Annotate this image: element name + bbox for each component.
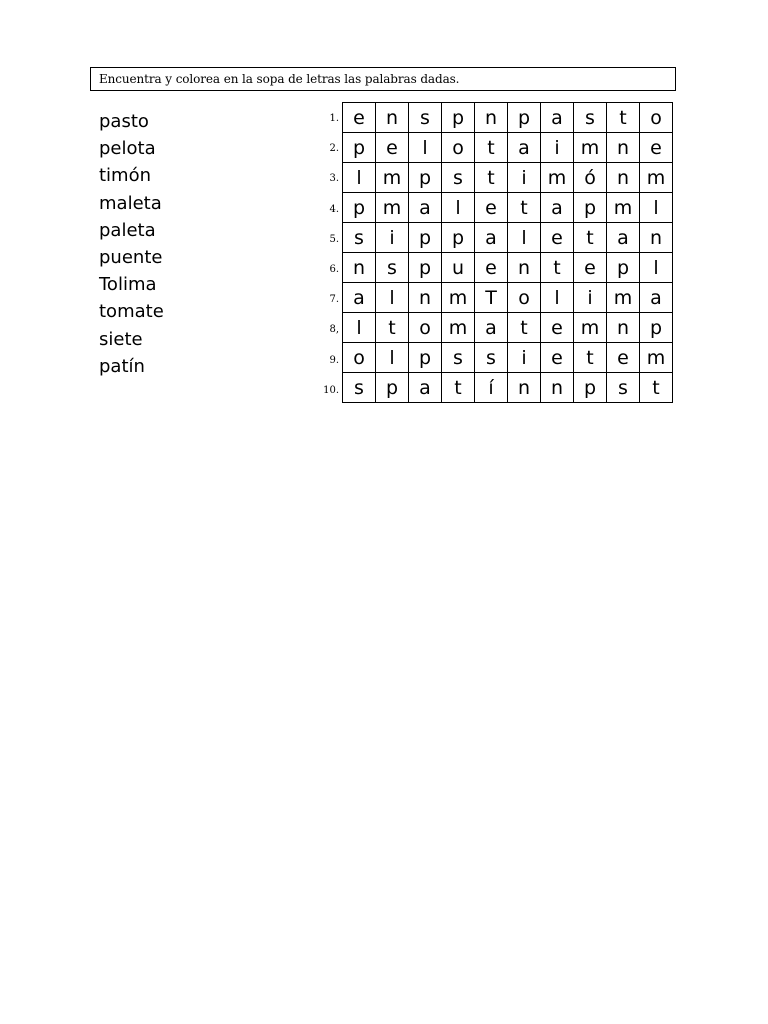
grid-cell[interactable]: m [376, 193, 409, 223]
word-search-grid [342, 102, 673, 403]
grid-cell[interactable]: m [607, 193, 640, 223]
word-item: maleta [99, 192, 162, 214]
grid-row [343, 103, 673, 133]
grid-cell[interactable]: t [475, 133, 508, 163]
grid-cell[interactable]: i [376, 223, 409, 253]
grid-cell[interactable]: e [376, 133, 409, 163]
grid-cell[interactable]: n [607, 133, 640, 163]
grid-cell[interactable]: o [409, 313, 442, 343]
grid-cell[interactable]: p [343, 133, 376, 163]
grid-cell[interactable]: e [541, 223, 574, 253]
word-item: puente [99, 246, 163, 268]
row-number: 5. [329, 233, 339, 245]
grid-cell[interactable]: n [640, 223, 673, 253]
grid-cell[interactable]: e [541, 313, 574, 343]
grid-cell[interactable]: e [475, 193, 508, 223]
grid-cell[interactable]: e [343, 103, 376, 133]
grid-cell[interactable]: t [607, 103, 640, 133]
grid-cell[interactable]: l [409, 133, 442, 163]
grid-cell[interactable]: a [343, 283, 376, 313]
grid-cell[interactable]: a [409, 193, 442, 223]
grid-cell[interactable]: s [607, 373, 640, 403]
grid-cell[interactable]: i [541, 133, 574, 163]
grid-row [343, 133, 673, 163]
grid-cell[interactable]: l [442, 193, 475, 223]
grid-cell[interactable]: i [508, 343, 541, 373]
grid-cell[interactable]: s [442, 163, 475, 193]
row-number: 1. [329, 113, 339, 124]
grid-cell[interactable]: u [442, 253, 475, 283]
grid-cell[interactable]: p [442, 103, 475, 133]
word-item: patín [99, 355, 145, 377]
grid-cell[interactable]: s [475, 343, 508, 373]
grid-cell[interactable]: o [640, 103, 673, 133]
grid-cell[interactable]: n [508, 253, 541, 283]
grid-cell[interactable]: o [508, 283, 541, 313]
grid-cell[interactable]: t [508, 193, 541, 223]
grid-row [343, 343, 673, 373]
grid-cell[interactable]: s [574, 103, 607, 133]
row-number: 2. [329, 143, 339, 155]
grid-cell[interactable]: a [508, 133, 541, 163]
grid-cell[interactable]: l [343, 313, 376, 343]
grid-cell[interactable]: p [574, 193, 607, 223]
grid-cell[interactable]: p [607, 253, 640, 283]
grid-cell[interactable]: t [574, 223, 607, 253]
row-numbers [316, 102, 342, 404]
grid-row [343, 373, 673, 403]
grid-cell[interactable]: m [574, 133, 607, 163]
grid-cell[interactable]: l [376, 343, 409, 373]
grid-cell[interactable]: e [607, 343, 640, 373]
row-number: 6. [329, 263, 339, 275]
grid-cell[interactable]: i [508, 163, 541, 193]
grid-cell[interactable]: l [640, 193, 673, 223]
grid-cell[interactable]: p [343, 193, 376, 223]
row-number: 9. [329, 354, 339, 366]
grid-cell[interactable]: p [574, 373, 607, 403]
grid-cell[interactable]: s [343, 373, 376, 403]
word-item: pasto [99, 111, 149, 132]
grid-cell[interactable]: n [475, 103, 508, 133]
grid-row [343, 253, 673, 283]
row-number: 10. [323, 384, 339, 396]
word-item: timón [99, 165, 152, 187]
grid-cell[interactable]: l [376, 283, 409, 313]
instructions-box [90, 67, 676, 91]
grid-cell[interactable]: t [442, 373, 475, 403]
row-number: 3. [329, 173, 339, 185]
grid-cell[interactable]: m [376, 163, 409, 193]
grid-cell[interactable]: n [343, 253, 376, 283]
grid-cell[interactable]: e [541, 343, 574, 373]
grid-cell[interactable]: t [574, 343, 607, 373]
grid-cell[interactable]: l [343, 163, 376, 193]
row-number: 7. [329, 294, 339, 306]
grid-row [343, 313, 673, 343]
grid-cell[interactable]: n [376, 103, 409, 133]
grid-cell[interactable]: o [442, 133, 475, 163]
grid-cell[interactable]: m [442, 283, 475, 313]
word-item: tomate [99, 301, 164, 323]
grid-cell[interactable]: t [541, 253, 574, 283]
grid-cell[interactable]: e [640, 133, 673, 163]
grid-cell[interactable]: n [541, 373, 574, 403]
grid-cell[interactable]: s [376, 253, 409, 283]
word-list [99, 108, 164, 380]
grid-cell[interactable]: p [376, 373, 409, 403]
row-number: 8, [329, 324, 339, 336]
grid-cell[interactable]: n [607, 163, 640, 193]
grid-cell[interactable]: m [574, 313, 607, 343]
instructions-text: Encuentra y colorea en la sopa de letras las palabras dadas. [99, 72, 460, 86]
grid-cell[interactable]: l [541, 283, 574, 313]
grid-row [343, 193, 673, 223]
grid-cell[interactable]: m [541, 163, 574, 193]
grid-cell[interactable]: a [541, 193, 574, 223]
grid-cell[interactable]: a [640, 283, 673, 313]
grid-cell[interactable]: m [640, 343, 673, 373]
word-item: paleta [99, 219, 156, 241]
grid-cell[interactable]: p [442, 223, 475, 253]
grid-cell[interactable]: t [376, 313, 409, 343]
grid-cell[interactable]: m [607, 283, 640, 313]
grid-cell[interactable]: e [475, 253, 508, 283]
grid-cell[interactable]: m [640, 163, 673, 193]
grid-cell[interactable]: t [475, 163, 508, 193]
grid-cell[interactable]: n [409, 283, 442, 313]
grid-cell[interactable]: s [343, 223, 376, 253]
grid-cell[interactable]: a [409, 373, 442, 403]
grid-cell[interactable]: i [574, 283, 607, 313]
grid-cell[interactable]: o [343, 343, 376, 373]
grid-cell[interactable]: e [574, 253, 607, 283]
grid-cell[interactable]: ó [574, 163, 607, 193]
grid-cell[interactable]: p [508, 103, 541, 133]
grid-cell[interactable]: p [640, 313, 673, 343]
grid-row [343, 163, 673, 193]
grid-cell[interactable]: m [442, 313, 475, 343]
word-item: pelota [99, 138, 156, 160]
grid-cell[interactable]: a [541, 103, 574, 133]
grid-cell[interactable]: p [409, 223, 442, 253]
grid-cell[interactable]: s [442, 343, 475, 373]
grid-cell[interactable]: p [409, 343, 442, 373]
grid-cell[interactable]: T [475, 283, 508, 313]
grid-row [343, 223, 673, 253]
grid-cell[interactable]: n [607, 313, 640, 343]
grid-row [343, 283, 673, 313]
grid-cell[interactable]: n [508, 373, 541, 403]
grid-cell[interactable]: t [508, 313, 541, 343]
grid-cell[interactable]: s [409, 103, 442, 133]
grid-cell[interactable]: t [640, 373, 673, 403]
grid-cell[interactable]: p [409, 163, 442, 193]
grid-cell[interactable]: a [607, 223, 640, 253]
word-item: Tolima [99, 274, 157, 296]
grid-cell[interactable]: l [640, 253, 673, 283]
grid-cell[interactable]: a [475, 313, 508, 343]
grid-cell[interactable]: a [475, 223, 508, 253]
row-number: 4. [329, 203, 339, 215]
grid-cell[interactable]: í [475, 373, 508, 403]
grid-cell[interactable]: l [508, 223, 541, 253]
grid-cell[interactable]: p [409, 253, 442, 283]
word-item: siete [99, 328, 143, 350]
